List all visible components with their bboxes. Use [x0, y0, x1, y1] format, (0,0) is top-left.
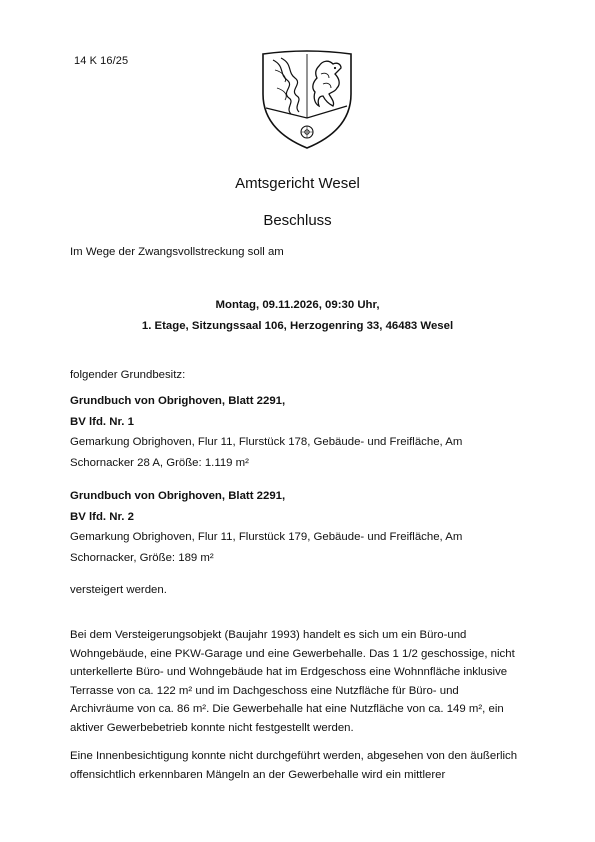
property-register: Grundbuch von Obrighoven, Blatt 2291, — [70, 395, 286, 407]
property-entry — [70, 391, 510, 473]
object-description-paragraph: Bei dem Versteigerungsobjekt (Baujahr 1993) handelt es sich um ein Büro-und Wohngebäude, eine PKW-Garage und eine Gewerbehalle. Das 1 1/2 geschossige, nicht unterkellerte Büro- und Wohngebäude hat im Erdgeschoss eine Wohnnfläche inklusive Terrasse von ca. 122 m² und im Dachgeschoss eine Nutzfläche für Büro- und Archivräume von ca. 86 m². Die Gewerbehalle hat eine Nutzfläche von ca. 149 m², ein aktiver Gewerbebetrieb konnte nicht festgestellt werden. — [70, 629, 515, 734]
property-description: Gemarkung Obrighoven, Flur 11, Flurstück 178, Gebäude- und Freifläche, Am Schornacker 28 A, Größe: 1.119 m² — [70, 436, 463, 469]
court-name: Amtsgericht Wesel — [235, 175, 360, 192]
closing-text: versteigert werden. — [70, 584, 167, 596]
appointment-block — [0, 295, 595, 337]
intro-text: Im Wege der Zwangsvollstreckung soll am — [70, 246, 284, 258]
appointment-date-time: Montag, 09.11.2026, 09:30 Uhr, — [215, 299, 380, 311]
property-intro: folgender Grundbesitz: — [70, 369, 186, 381]
document-title: Beschluss — [263, 212, 332, 229]
property-entry — [70, 486, 510, 568]
property-description: Gemarkung Obrighoven, Flur 11, Flurstück 179, Gebäude- und Freifläche, Am Schornacker, Größe: 189 m² — [70, 531, 463, 564]
nrw-coat-of-arms-icon — [259, 48, 355, 152]
case-number: 14 K 16/25 — [74, 55, 129, 67]
property-register: Grundbuch von Obrighoven, Blatt 2291, — [70, 490, 286, 502]
inspection-paragraph: Eine Innenbesichtigung konnte nicht durchgeführt werden, abgesehen von den äußerlich offensichtlich erkennbaren Mängeln an der Gewerbehalle wird ein mittlerer — [70, 750, 518, 781]
property-entry-number: BV lfd. Nr. 2 — [70, 510, 134, 523]
appointment-location: 1. Etage, Sitzungssaal 106, Herzogenring 33, 46483 Wesel — [141, 320, 454, 332]
property-entry-number: BV lfd. Nr. 1 — [70, 415, 134, 428]
